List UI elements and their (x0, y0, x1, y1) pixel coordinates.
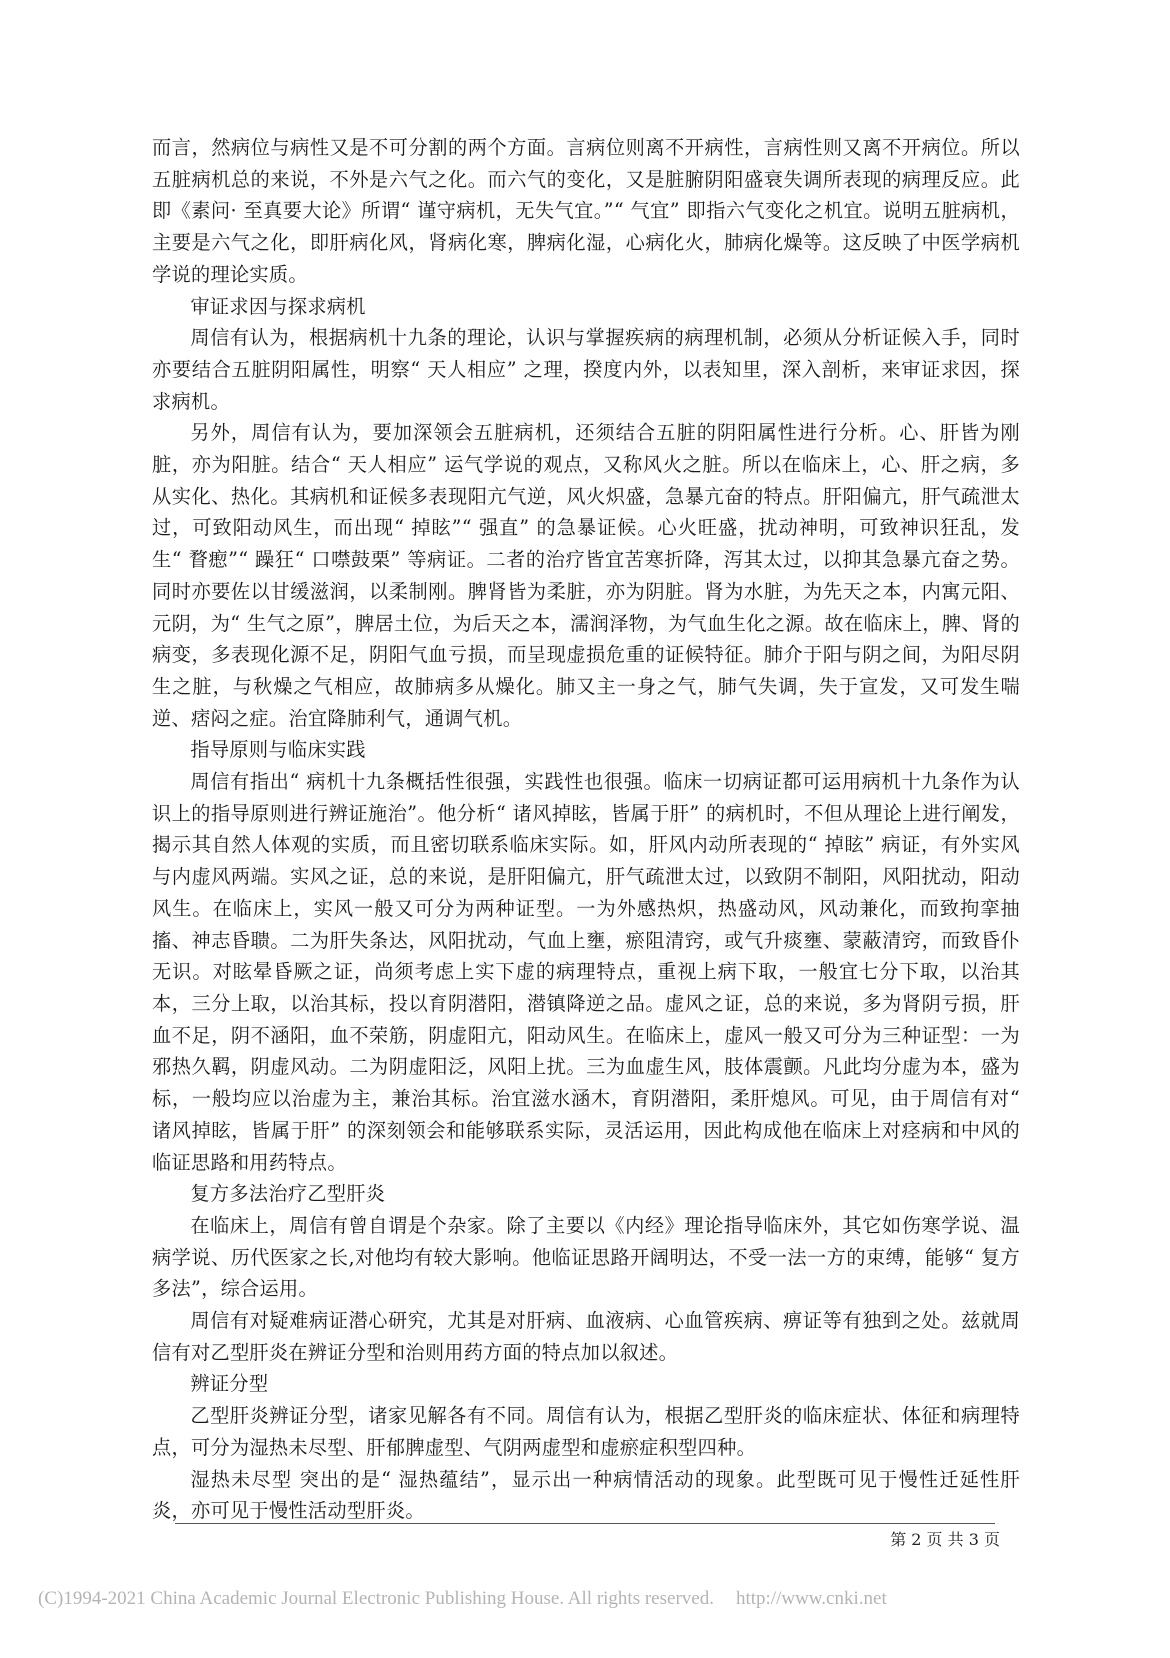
section-heading: 复方多法治疗乙型肝炎 (190, 1182, 386, 1206)
page-number: 第 2 页 共 3 页 (890, 1530, 1000, 1549)
paragraph: 周信有认为，根据病机十九条的理论，认识与掌握疾病的病理机制，必须从分析证候入手，同时亦要结合五脏阴阳属性，明察“ 天人相应” 之理，揆度内外，以表知里，深入剖析，来审证求因，探求病机。 (152, 326, 1020, 413)
paragraph: 在临床上，周信有曾自谓是个杂家。除了主要以《内经》理论指导临床外，其它如伤寒学说、温病学说、历代医家之长,对他均有较大影响。他临证思路开阔明达，不受一法一方的束缚，能够“ 复方多法”，综合运用。 (152, 1213, 1020, 1301)
section-heading: 辨证分型 (190, 1372, 269, 1396)
copyright-watermark (38, 1586, 1138, 1612)
footer-divider (175, 1523, 995, 1524)
paragraph: 另外，周信有认为，要加深领会五脏病机，还须结合五脏的阴阳属性进行分析。心、肝皆为刚脏，亦为阳脏。结合“ 天人相应” 运气学说的观点，又称风火之脏。所以在临床上，心、肝之病，多从实化、热化。其病机和证候多表现阳亢气逆，风火炽盛，急暴亢奋的特点。肝阳偏亢，肝气疏泄太过，可致阳动风生，而出现“ 掉眩”“ 强直” 的急暴证候。心火旺盛，扰动神明，可致神识狂乱，发生“ 瞀瘛”“ 躁狂“ 口噤鼓栗” 等病证。二者的治疗皆宜苦寒折降，泻其太过，以抑其急暴亢奋之势。同时亦要佐以甘缓滋润，以柔制刚。脾肾皆为柔脏，亦为阴脏。肾为水脏，为先天之本，内寓元阳、元阴，为“ 生气之原”，脾居土位，为后天之本，濡润泽物，为气血生化之源。故在临床上，脾、肾的病变，多表现化源不足，阴阳气血亏损，而呈现虚损危重的证候特征。肺介于阳与阴之间，为阳尽阴生之脏，与秋燥之气相应，故肺病多从燥化。肺又主一身之气，肺气失调，失于宣发，又可发生喘逆、痞闷之症。治宜降肺利气，通调气机。 (152, 421, 1020, 730)
section-heading: 指导原则与临床实践 (190, 738, 366, 762)
copyright-url[interactable]: http://www.cnki.net (735, 1588, 887, 1609)
copyright-text: (C)1994-2021 China Academic Journal Electronic Publishing House. All rights reserved. (38, 1588, 714, 1609)
section-heading: 审证求因与探求病机 (190, 294, 366, 318)
paragraph: 周信有对疑难病证潜心研究，尤其是对肝病、血液病、心血管疾病、痹证等有独到之处。兹就周信有对乙型肝炎在辨证分型和治则用药方面的特点加以叙述。 (152, 1309, 1020, 1364)
paragraph: 湿热未尽型 突出的是“ 湿热蕴结”，显示出一种病情活动的现象。此型既可见于慢性迁延性肝炎，亦可见于慢性活动型肝炎。 (152, 1467, 1020, 1523)
article-body (152, 132, 1020, 1527)
paragraph: 乙型肝炎辨证分型，诸家见解各有不同。周信有认为，根据乙型肝炎的临床症状、体征和病理特点，可分为湿热未尽型、肝郁脾虚型、气阴两虚型和虚瘀症积型四种。 (152, 1404, 1020, 1459)
paragraph: 而言，然病位与病性又是不可分割的两个方面。言病位则离不开病性，言病性则又离不开病位。所以五脏病机总的来说，不外是六气之化。而六气的变化，又是脏腑阴阳盛衰失调所表现的病理反应。此即《素问· 至真要大论》所谓“ 谨守病机，无失气宜。”“ 气宜” 即指六气变化之机宜。说明五脏病机，主要是六气之化，即肝病化风，肾病化寒，脾病化湿，心病化火，肺病化燥等。这反映了中医学病机学说的理论实质。 (152, 136, 1020, 286)
paragraph: 周信有指出“ 病机十九条概括性很强，实践性也很强。临床一切病证都可运用病机十九条作为认识上的指导原则进行辨证施治”。他分析“ 诸风掉眩，皆属于肝” 的病机时，不但从理论上进行阐发，揭示其自然人体观的实质，而且密切联系临床实际。如，肝风内动所表现的“ 掉眩” 病证，有外实风与内虚风两端。实风之证，总的来说，是肝阳偏亢，肝气疏泄太过，以致阴不制阳，风阳扰动，阳动风生。在临床上，实风一般又可分为两种证型。一为外感热炽，热盛动风，风动兼化，而致拘挛抽搐、神志昏聩。二为肝失条达，风阳扰动，气血上壅，瘀阻清窍，或气升痰壅、蒙蔽清窍，而致昏仆无识。对眩晕昏厥之证，尚须考虑上实下虚的病理特点，重视上病下取，一般宜七分下取，以治其本，三分上取，以治其标，投以育阴潜阳，潜镇降逆之品。虚风之证，总的来说，多为肾阴亏损，肝血不足，阴不涵阳，血不荣筋，阴虚阳亢，阳动风生。在临床上，虚风一般又可分为三种证型：一为邪热久羁，阴虚风动。二为阴虚阳泛，风阳上扰。三为血虚生风，肢体震颤。凡此均分虚为本，盛为标，一般均应以治虚为主，兼治其标。治宜滋水涵木，育阴潜阳，柔肝熄风。可见，由于周信有对“ 诸风掉眩，皆属于肝” 的深刻领会和能够联系实际，灵活运用，因此构成他在临床上对痉病和中风的临证思路和用药特点。 (152, 770, 1020, 1174)
